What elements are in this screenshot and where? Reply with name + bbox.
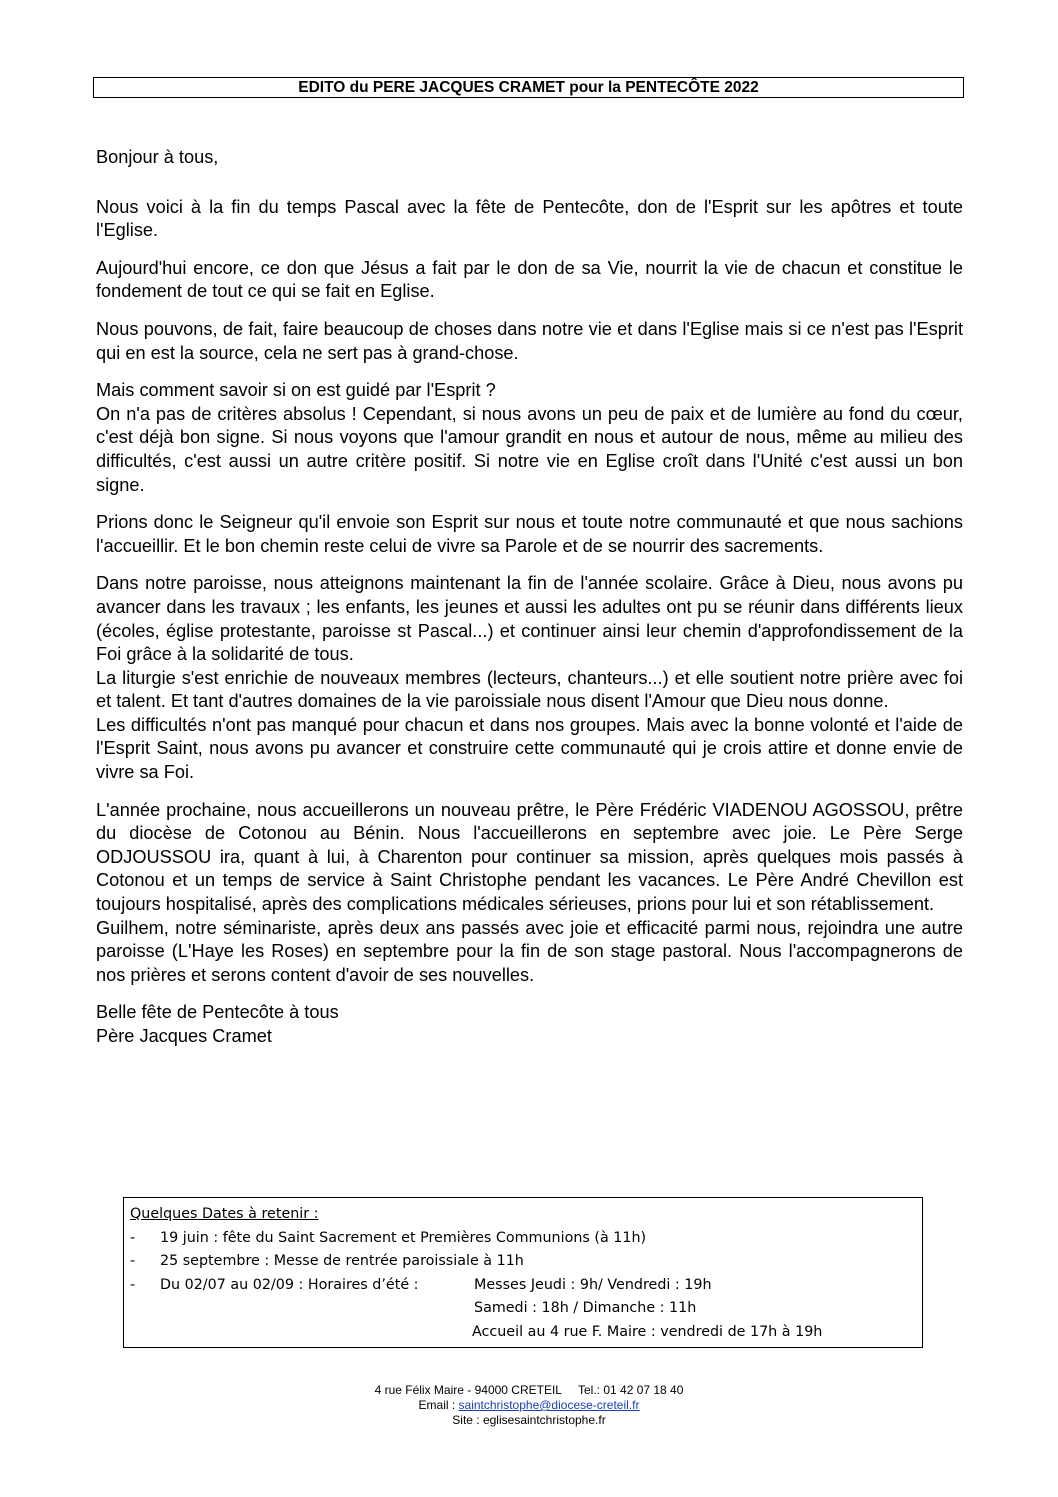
date-item-text: Du 02/07 au 02/09 : Horaires d’été : <box>160 1276 419 1293</box>
paragraph-criteres: On n'a pas de critères absolus ! Cependant, si nous avons un peu de paix et de lumière au fond du cœur, c'est déjà bon signe. Si nous voyons que l'amour grandit en nous et autour de nous, même au milieu des difficultés, c'est aussi un autre critère positif. Si notre vie en Eglise croît dans l'Unité c'est aussi un bon signe. <box>96 403 963 495</box>
paragraph-liturgie: La liturgie s'est enrichie de nouveaux membres (lecteurs, chanteurs...) et elle soutient notre prière avec foi et talent. Et tant d'autres domaines de la vie paroissiale nous disent l'Amour que Dieu nous donne. <box>96 667 963 712</box>
paragraph-paroisse: Dans notre paroisse, nous atteignons maintenant la fin de l'année scolaire. Grâce à Dieu, nous avons pu avancer dans les travaux ; les enfants, les jeunes et aussi les adultes ont pu se réunir dans différents lieux (écoles, église protestante, paroisse st Pascal...) et continuer ainsi leur chemin d'approfondissement de la Foi grâce à la solidarité de tous. <box>96 573 963 665</box>
paragraph-guilhem: Guilhem, notre séminariste, après deux ans passés avec joie et efficacité parmi nous, rejoindra une autre paroisse (L'Haye les Roses) en septembre pour la fin de son stage pastoral. Nous l'accompagnerons de nos prières et serons content d'avoir de ses nouvelles. <box>96 917 963 985</box>
date-item <box>130 1227 922 1251</box>
paragraph-esprit-source: Nous pouvons, de fait, faire beaucoup de choses dans notre vie et dans l'Eglise mais si ce n'est pas l'Esprit qui en est la source, cela ne sert pas à grand-chose. <box>96 318 963 363</box>
list-dash: - <box>130 1229 136 1246</box>
footer-email-label: Email : <box>418 1398 459 1412</box>
paragraph-difficultes: Les difficultés n'ont pas manqué pour chacun et dans nos groupes. Mais avec la bonne volonté et l'aide de l'Esprit Saint, nous avons pu avancer et construire cette communauté qui je crois attire et donne envie de vivre sa Foi. <box>96 714 963 783</box>
date-item-text: 19 juin : fête du Saint Sacrement et Premières Communions (à 11h) <box>160 1229 647 1246</box>
footer-address: 4 rue Félix Maire - 94000 CRETEIL Tel.: 01 42 07 18 40 <box>374 1383 684 1397</box>
paragraph-don: Aujourd'hui encore, ce don que Jésus a fait par le don de sa Vie, nourrit la vie de chacun et constitue le fondement de tout ce qui se fait en Eglise. <box>96 257 963 302</box>
paragraph-pentecote: Nous voici à la fin du temps Pascal avec la fête de Pentecôte, don de l'Esprit sur les apôtres et toute l'Eglise. <box>96 196 963 241</box>
date-item <box>130 1250 922 1274</box>
date-item-detail: Messes Jeudi : 9h/ Vendredi : 19h <box>474 1276 712 1293</box>
footer <box>0 1383 1058 1428</box>
date-item <box>130 1274 922 1298</box>
footer-email-line <box>0 1398 1058 1413</box>
edito-title: EDITO du PERE JACQUES CRAMET pour la PENTECÔTE 2022 <box>93 77 964 98</box>
date-item-detail: Samedi : 18h / Dimanche : 11h <box>474 1300 697 1316</box>
email-link[interactable]: saintchristophe@diocese-creteil.fr <box>458 1398 640 1412</box>
footer-site: Site : eglisesaintchristophe.fr <box>452 1413 606 1427</box>
closing-wishes: Belle fête de Pentecôte à tous <box>96 1002 339 1023</box>
list-dash: - <box>130 1276 136 1293</box>
date-item-text: 25 septembre : Messe de rentrée paroissiale à 11h <box>160 1253 524 1269</box>
list-dash: - <box>130 1253 136 1269</box>
paragraph-prions: Prions donc le Seigneur qu'il envoie son Esprit sur nous et toute notre communauté et que nous sachions l'accueillir. Et le bon chemin reste celui de vivre sa Parole et de se nourrir des sacrements. <box>96 512 963 556</box>
date-item-detail: Accueil au 4 rue F. Maire : vendredi de 17h à 19h <box>472 1323 823 1340</box>
dates-box <box>123 1197 923 1348</box>
paragraph-question: Mais comment savoir si on est guidé par l'Esprit ? <box>96 380 496 401</box>
paragraph-annee-prochaine: L'année prochaine, nous accueillerons un nouveau prêtre, le Père Frédéric VIADENOU AGOSSOU, prêtre du diocèse de Cotonou au Bénin. Nous l'accueillerons en septembre avec joie. Le Père Serge ODJOUSSOU ira, quant à lui, à Charenton pour continuer sa mission, après quelques mois passés à Cotonou et un temps de service à Saint Christophe pendant les vacances. Le Père André Chevillon est toujours hospitalisé, après des complications médicales sérieuses, prions pour lui et son rétablissement. <box>96 799 963 915</box>
closing-signature: Père Jacques Cramet <box>96 1026 272 1046</box>
edito-body <box>96 146 963 1049</box>
greeting: Bonjour à tous, <box>96 147 219 167</box>
dates-heading: Quelques Dates à retenir : <box>130 1206 319 1222</box>
